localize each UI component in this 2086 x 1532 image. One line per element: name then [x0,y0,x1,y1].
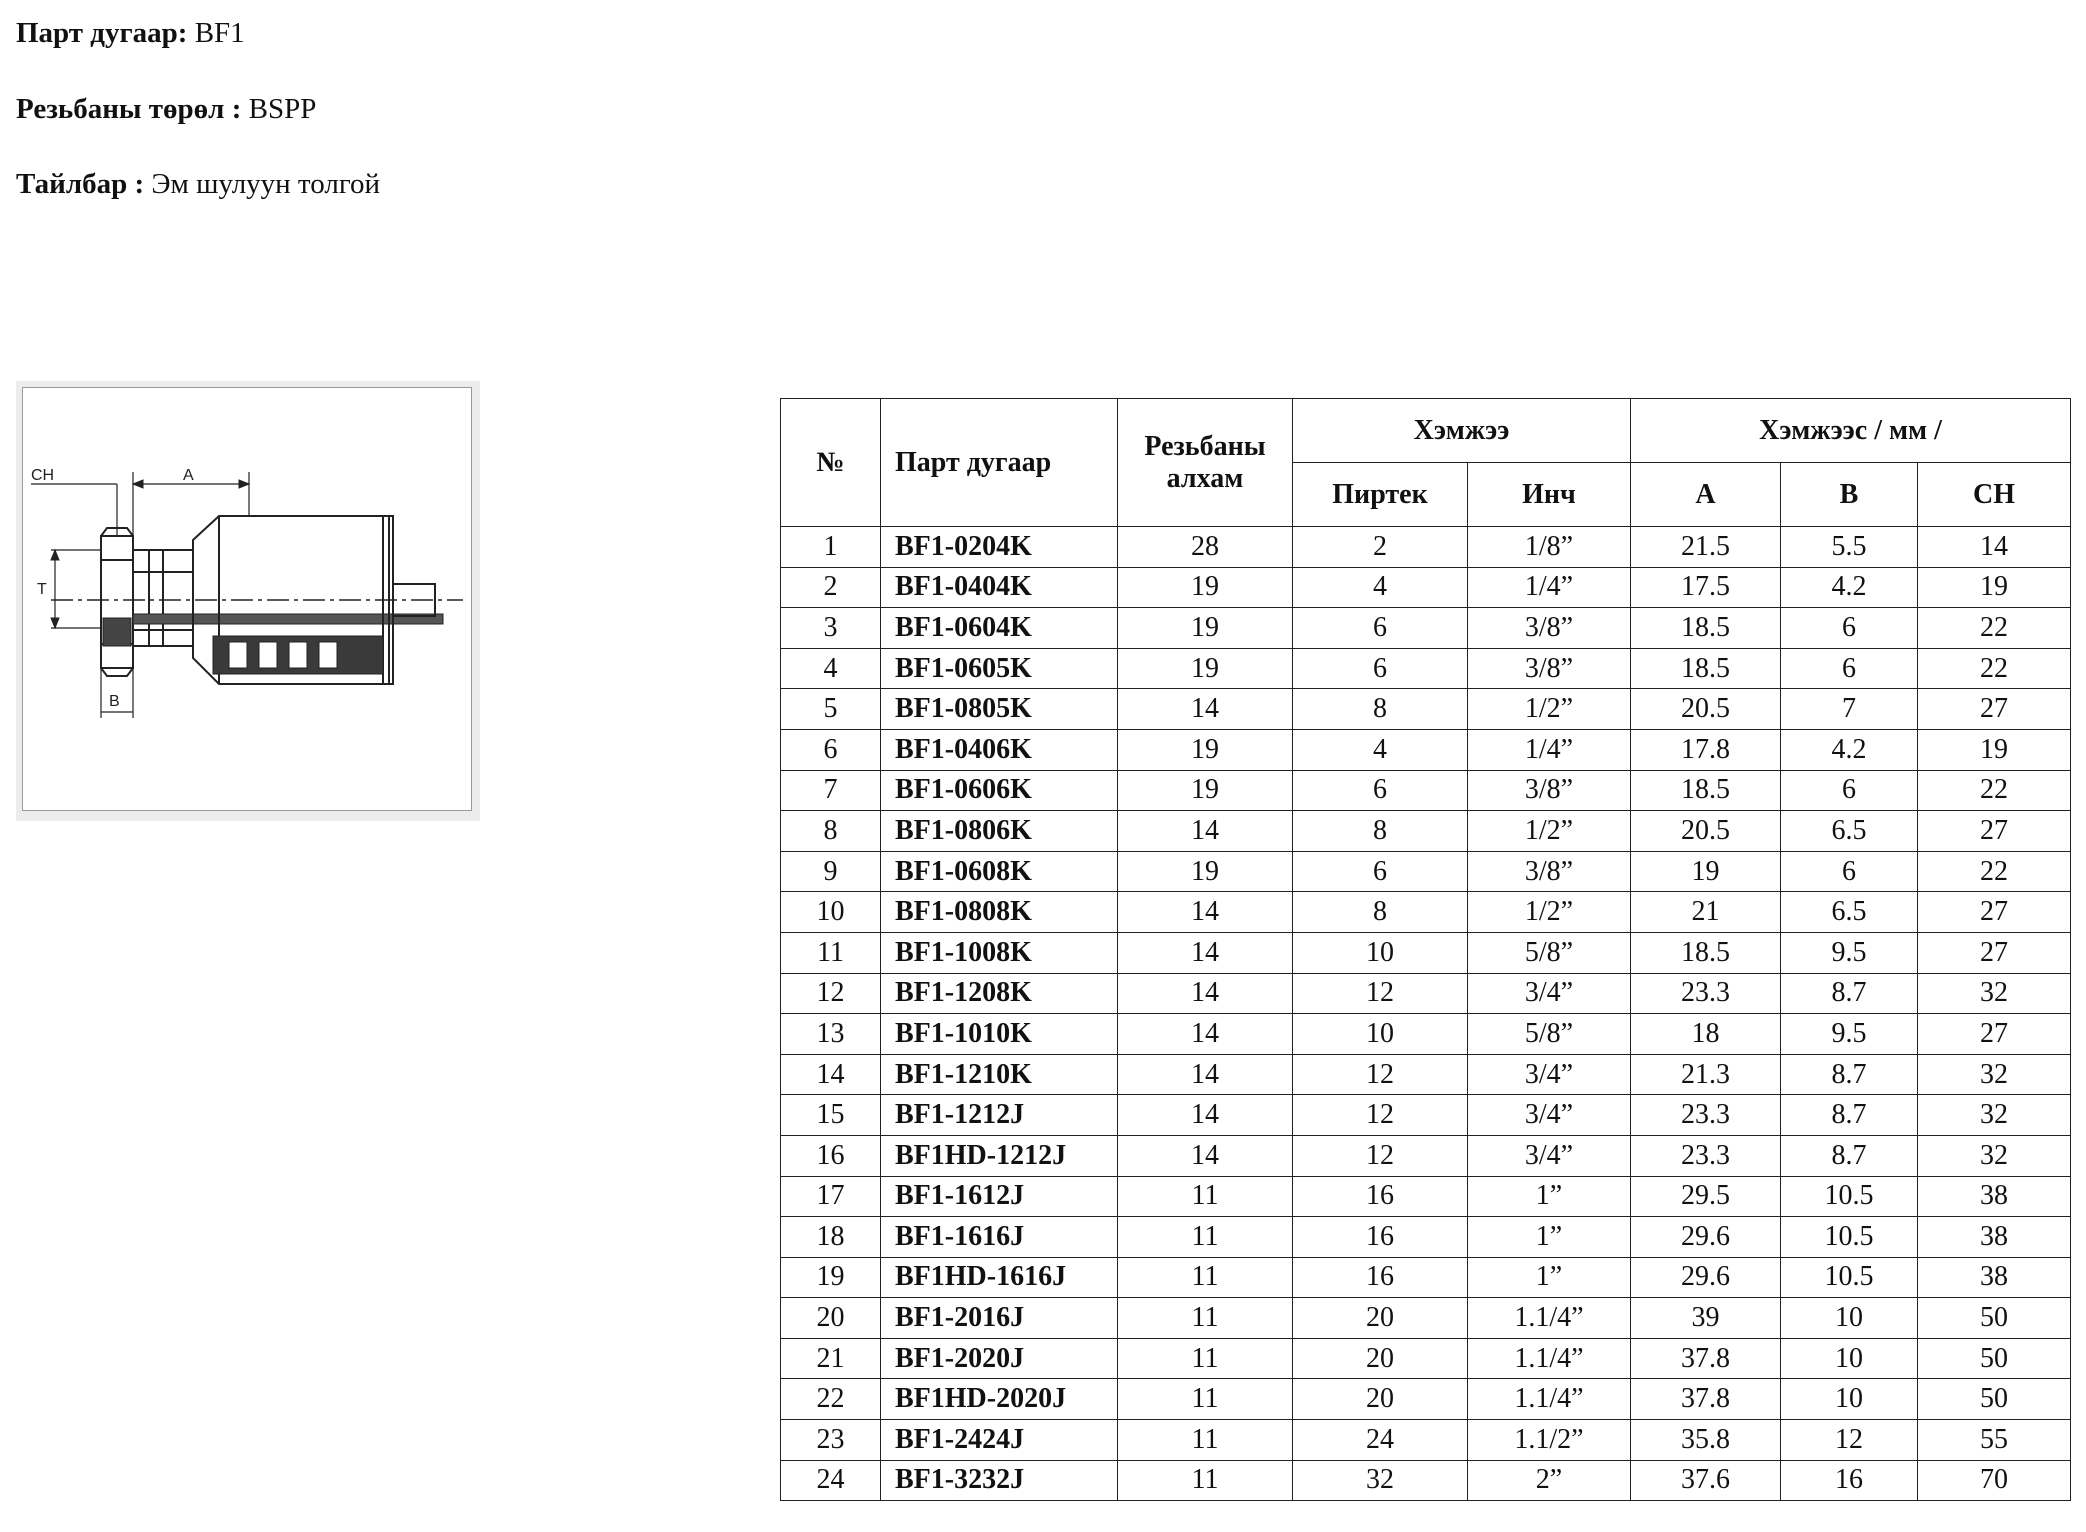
cell-dim-a: 37.6 [1631,1460,1781,1501]
thread-type-line [16,91,316,127]
cell-dim-b: 8.7 [1781,1135,1918,1176]
cell-dim-ch: 50 [1918,1298,2071,1339]
table-row [781,648,2071,689]
header-size-dash: Пиртек [1293,463,1468,527]
part-number-value: BF1 [194,17,245,49]
cell-size-inch: 3/4” [1468,1135,1631,1176]
cell-no: 21 [781,1338,881,1379]
table-row [781,1135,2071,1176]
cell-size-inch: 1/2” [1468,892,1631,933]
cell-size-dash: 16 [1293,1176,1468,1217]
cell-size-dash: 20 [1293,1338,1468,1379]
cell-size-inch: 1/4” [1468,567,1631,608]
cell-size-dash: 16 [1293,1217,1468,1258]
cell-size-dash: 24 [1293,1420,1468,1461]
cell-no: 17 [781,1176,881,1217]
cell-size-dash: 32 [1293,1460,1468,1501]
cell-dim-b: 10 [1781,1379,1918,1420]
cell-size-inch: 3/4” [1468,1054,1631,1095]
cell-dim-a: 18.5 [1631,932,1781,973]
cell-dim-b: 9.5 [1781,1014,1918,1055]
cell-dim-a: 29.6 [1631,1217,1781,1258]
cell-no: 3 [781,608,881,649]
cell-size-dash: 20 [1293,1379,1468,1420]
cell-size-dash: 6 [1293,648,1468,689]
header-no: № [781,399,881,527]
cell-size-dash: 16 [1293,1257,1468,1298]
spec-table [780,398,2071,1501]
table-row [781,608,2071,649]
cell-dim-b: 6.5 [1781,892,1918,933]
table-row [781,1338,2071,1379]
cell-part-number: BF1HD-1212J [881,1135,1118,1176]
cell-dim-b: 10.5 [1781,1257,1918,1298]
cell-part-number: BF1-0808K [881,892,1118,933]
cell-no: 11 [781,932,881,973]
cell-part-number: BF1-1612J [881,1176,1118,1217]
cell-dim-ch: 70 [1918,1460,2071,1501]
cell-dim-a: 35.8 [1631,1420,1781,1461]
cell-dim-a: 23.3 [1631,973,1781,1014]
cell-dim-b: 10.5 [1781,1176,1918,1217]
cell-dim-ch: 32 [1918,1095,2071,1136]
cell-dim-b: 8.7 [1781,973,1918,1014]
cell-thread-pitch: 11 [1118,1420,1293,1461]
table-row [781,932,2071,973]
cell-no: 19 [781,1257,881,1298]
cell-dim-ch: 50 [1918,1379,2071,1420]
cell-no: 10 [781,892,881,933]
thread-type-label: Резьбаны төрөл : [16,93,242,125]
cell-dim-ch: 27 [1918,811,2071,852]
table-row [781,892,2071,933]
cell-dim-a: 23.3 [1631,1135,1781,1176]
cell-dim-a: 37.8 [1631,1338,1781,1379]
thread-type-value: BSPP [248,93,317,125]
cell-size-inch: 5/8” [1468,1014,1631,1055]
cell-dim-a: 17.8 [1631,729,1781,770]
table-row [781,1054,2071,1095]
cell-dim-a: 18.5 [1631,770,1781,811]
cell-size-inch: 1” [1468,1217,1631,1258]
table-row [781,1014,2071,1055]
cell-dim-a: 37.8 [1631,1379,1781,1420]
cell-size-inch: 1.1/4” [1468,1379,1631,1420]
cell-no: 9 [781,851,881,892]
cell-no: 8 [781,811,881,852]
cell-dim-a: 19 [1631,851,1781,892]
cell-size-dash: 6 [1293,608,1468,649]
cell-part-number: BF1-1210K [881,1054,1118,1095]
cell-thread-pitch: 11 [1118,1460,1293,1501]
cell-dim-ch: 22 [1918,648,2071,689]
cell-dim-ch: 32 [1918,1054,2071,1095]
drawing-label-ch: CH [31,467,55,484]
cell-dim-b: 5.5 [1781,527,1918,568]
cell-dim-ch: 27 [1918,689,2071,730]
cell-dim-b: 12 [1781,1420,1918,1461]
cell-thread-pitch: 19 [1118,648,1293,689]
cell-thread-pitch: 14 [1118,1014,1293,1055]
cell-size-dash: 12 [1293,973,1468,1014]
header-dim-a: A [1631,463,1781,527]
cell-part-number: BF1-0404K [881,567,1118,608]
cell-no: 4 [781,648,881,689]
table-row [781,811,2071,852]
cell-dim-ch: 38 [1918,1257,2071,1298]
cell-part-number: BF1-0406K [881,729,1118,770]
cell-thread-pitch: 28 [1118,527,1293,568]
table-row [781,1217,2071,1258]
cell-dim-b: 4.2 [1781,567,1918,608]
cell-size-dash: 8 [1293,689,1468,730]
cell-size-inch: 1” [1468,1176,1631,1217]
table-row [781,1460,2071,1501]
cell-size-inch: 1/4” [1468,729,1631,770]
cell-size-dash: 12 [1293,1095,1468,1136]
cell-part-number: BF1-3232J [881,1460,1118,1501]
header-dimensions-group: Хэмжээс / мм / [1631,399,2071,463]
cell-part-number: BF1-0608K [881,851,1118,892]
cell-part-number: BF1-1010K [881,1014,1118,1055]
table-row [781,1379,2071,1420]
cell-dim-b: 4.2 [1781,729,1918,770]
cell-no: 13 [781,1014,881,1055]
cell-part-number: BF1-1616J [881,1217,1118,1258]
cell-size-inch: 3/8” [1468,608,1631,649]
part-number-line [16,15,245,51]
cell-dim-ch: 22 [1918,770,2071,811]
cell-thread-pitch: 14 [1118,1054,1293,1095]
cell-size-dash: 6 [1293,770,1468,811]
cell-thread-pitch: 14 [1118,932,1293,973]
table-row [781,567,2071,608]
cell-size-inch: 1/2” [1468,811,1631,852]
header-part-number: Парт дугаар [881,399,1118,527]
cell-size-inch: 1.1/2” [1468,1420,1631,1461]
cell-dim-b: 6 [1781,851,1918,892]
cell-thread-pitch: 14 [1118,689,1293,730]
cell-no: 5 [781,689,881,730]
cell-dim-ch: 19 [1918,567,2071,608]
cell-thread-pitch: 11 [1118,1217,1293,1258]
description-value: Эм шулуун толгой [151,168,381,200]
cell-dim-ch: 50 [1918,1338,2071,1379]
fitting-drawing-frame [16,381,480,821]
cell-size-dash: 2 [1293,527,1468,568]
cell-dim-ch: 27 [1918,1014,2071,1055]
cell-size-dash: 8 [1293,811,1468,852]
cell-no: 6 [781,729,881,770]
table-row [781,1176,2071,1217]
cell-no: 24 [781,1460,881,1501]
cell-no: 20 [781,1298,881,1339]
cell-dim-a: 29.5 [1631,1176,1781,1217]
cell-thread-pitch: 14 [1118,892,1293,933]
cell-thread-pitch: 19 [1118,729,1293,770]
cell-size-dash: 20 [1293,1298,1468,1339]
cell-thread-pitch: 14 [1118,811,1293,852]
table-row [781,973,2071,1014]
cell-no: 18 [781,1217,881,1258]
cell-size-inch: 1/2” [1468,689,1631,730]
cell-dim-a: 21.5 [1631,527,1781,568]
cell-no: 16 [781,1135,881,1176]
table-row [781,1298,2071,1339]
cell-no: 1 [781,527,881,568]
cell-size-inch: 2” [1468,1460,1631,1501]
cell-thread-pitch: 11 [1118,1176,1293,1217]
cell-dim-ch: 27 [1918,932,2071,973]
cell-size-inch: 1” [1468,1257,1631,1298]
table-header-row-1 [781,399,2071,463]
cell-dim-ch: 27 [1918,892,2071,933]
cell-dim-a: 20.5 [1631,689,1781,730]
cell-no: 14 [781,1054,881,1095]
header-size-inch: Инч [1468,463,1631,527]
table-row [781,1257,2071,1298]
table-row [781,527,2071,568]
cell-dim-b: 6 [1781,770,1918,811]
table-row [781,770,2071,811]
cell-dim-b: 6 [1781,648,1918,689]
cell-dim-a: 18.5 [1631,608,1781,649]
cell-dim-b: 6 [1781,608,1918,649]
cell-dim-b: 6.5 [1781,811,1918,852]
cell-size-dash: 6 [1293,851,1468,892]
header-dim-b: B [1781,463,1918,527]
cell-size-inch: 3/4” [1468,973,1631,1014]
cell-size-dash: 4 [1293,729,1468,770]
drawing-label-b: B [109,693,120,710]
cell-thread-pitch: 19 [1118,567,1293,608]
cell-size-inch: 1.1/4” [1468,1298,1631,1339]
cell-no: 12 [781,973,881,1014]
cell-size-inch: 1.1/4” [1468,1338,1631,1379]
cell-no: 23 [781,1420,881,1461]
cell-part-number: BF1HD-1616J [881,1257,1118,1298]
drawing-label-t: T [37,581,47,598]
cell-size-dash: 12 [1293,1135,1468,1176]
cell-thread-pitch: 14 [1118,973,1293,1014]
cell-dim-a: 20.5 [1631,811,1781,852]
fitting-drawing-svg [23,388,470,809]
cell-thread-pitch: 11 [1118,1338,1293,1379]
cell-size-inch: 3/8” [1468,648,1631,689]
cell-dim-a: 21.3 [1631,1054,1781,1095]
cell-dim-b: 10.5 [1781,1217,1918,1258]
table-row [781,729,2071,770]
cell-thread-pitch: 11 [1118,1257,1293,1298]
cell-size-inch: 3/4” [1468,1095,1631,1136]
cell-part-number: BF1-0204K [881,527,1118,568]
cell-dim-ch: 38 [1918,1176,2071,1217]
cell-size-inch: 1/8” [1468,527,1631,568]
cell-dim-a: 18.5 [1631,648,1781,689]
cell-dim-ch: 19 [1918,729,2071,770]
cell-dim-a: 39 [1631,1298,1781,1339]
description-line [16,166,380,202]
cell-thread-pitch: 19 [1118,851,1293,892]
cell-dim-a: 17.5 [1631,567,1781,608]
cell-dim-ch: 38 [1918,1217,2071,1258]
cell-dim-ch: 55 [1918,1420,2071,1461]
table-row [781,689,2071,730]
cell-thread-pitch: 11 [1118,1379,1293,1420]
cell-dim-a: 18 [1631,1014,1781,1055]
cell-thread-pitch: 14 [1118,1135,1293,1176]
cell-part-number: BF1HD-2020J [881,1379,1118,1420]
cell-size-dash: 12 [1293,1054,1468,1095]
cell-size-dash: 8 [1293,892,1468,933]
cell-size-dash: 10 [1293,1014,1468,1055]
cell-dim-b: 8.7 [1781,1054,1918,1095]
cell-no: 15 [781,1095,881,1136]
cell-dim-b: 10 [1781,1338,1918,1379]
table-row [781,1420,2071,1461]
header-thread-pitch: Резьбаны алхам [1118,399,1293,527]
cell-part-number: BF1-1008K [881,932,1118,973]
cell-no: 22 [781,1379,881,1420]
cell-size-inch: 3/8” [1468,770,1631,811]
cell-part-number: BF1-2424J [881,1420,1118,1461]
cell-dim-ch: 32 [1918,1135,2071,1176]
spec-table-body [781,527,2071,1501]
cell-dim-b: 7 [1781,689,1918,730]
cell-dim-a: 29.6 [1631,1257,1781,1298]
cell-part-number: BF1-0606K [881,770,1118,811]
fitting-drawing [22,387,472,811]
cell-dim-ch: 14 [1918,527,2071,568]
cell-no: 7 [781,770,881,811]
table-row [781,1095,2071,1136]
cell-part-number: BF1-0605K [881,648,1118,689]
cell-size-inch: 5/8” [1468,932,1631,973]
cell-dim-a: 23.3 [1631,1095,1781,1136]
description-label: Тайлбар : [16,168,145,200]
cell-size-dash: 10 [1293,932,1468,973]
cell-thread-pitch: 14 [1118,1095,1293,1136]
header-size-group: Хэмжээ [1293,399,1631,463]
header-dim-ch: CH [1918,463,2071,527]
cell-thread-pitch: 19 [1118,608,1293,649]
cell-thread-pitch: 19 [1118,770,1293,811]
cell-dim-a: 21 [1631,892,1781,933]
cell-dim-b: 16 [1781,1460,1918,1501]
cell-part-number: BF1-2016J [881,1298,1118,1339]
cell-part-number: BF1-0806K [881,811,1118,852]
cell-part-number: BF1-1208K [881,973,1118,1014]
cell-dim-ch: 32 [1918,973,2071,1014]
cell-part-number: BF1-0604K [881,608,1118,649]
cell-dim-ch: 22 [1918,608,2071,649]
cell-thread-pitch: 11 [1118,1298,1293,1339]
cell-part-number: BF1-1212J [881,1095,1118,1136]
cell-dim-ch: 22 [1918,851,2071,892]
drawing-label-a: A [183,467,194,484]
cell-size-dash: 4 [1293,567,1468,608]
cell-dim-b: 8.7 [1781,1095,1918,1136]
cell-size-inch: 3/8” [1468,851,1631,892]
part-number-label: Парт дугаар: [16,17,188,49]
cell-no: 2 [781,567,881,608]
cell-part-number: BF1-2020J [881,1338,1118,1379]
cell-dim-b: 9.5 [1781,932,1918,973]
cell-part-number: BF1-0805K [881,689,1118,730]
table-row [781,851,2071,892]
cell-dim-b: 10 [1781,1298,1918,1339]
